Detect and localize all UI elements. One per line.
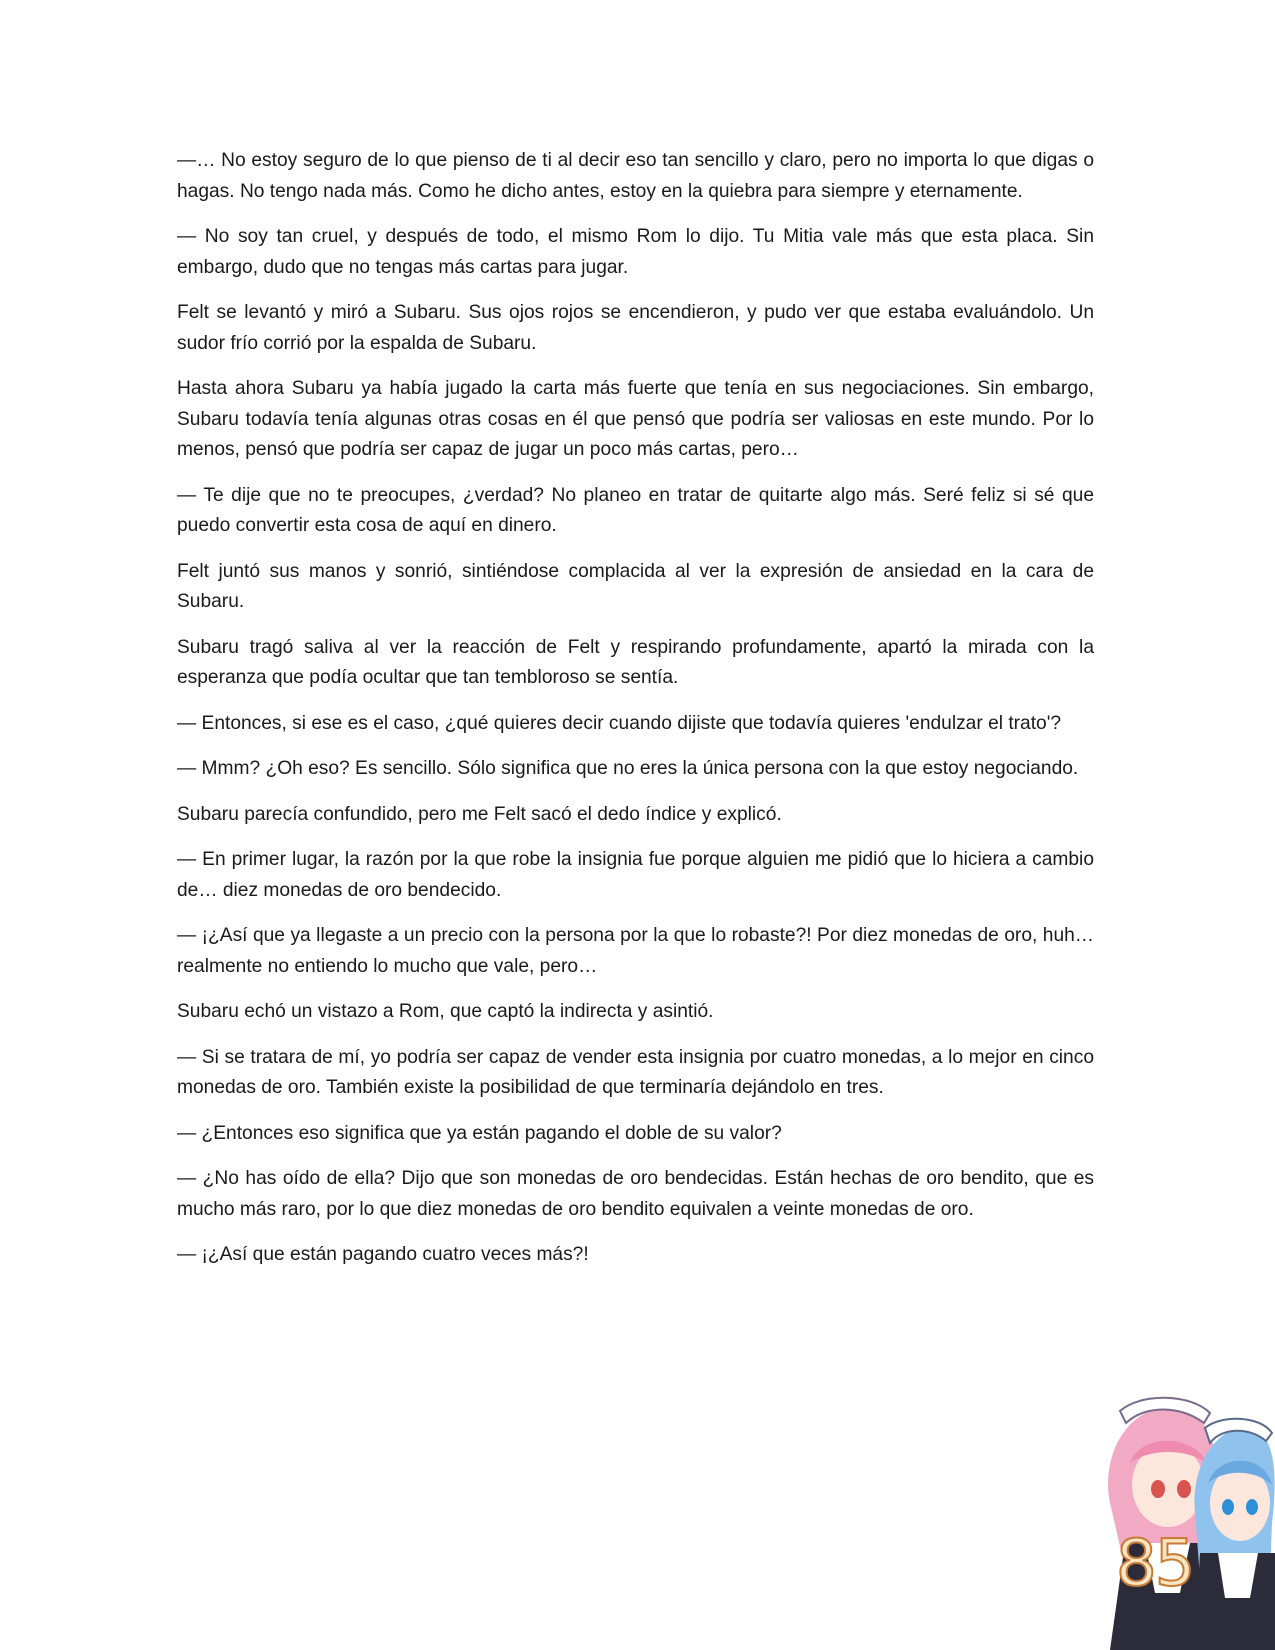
paragraph: — Si se tratara de mí, yo podría ser capaz de vender esta insignia por cuatro monedas, a lo mejor en cinco monedas de oro. También existe la posibilidad de que terminaría dejándolo en tres. (177, 1046, 1094, 1098)
paragraph: — Mmm? ¿Oh eso? Es sencillo. Sólo significa que no eres la única persona con la que estoy negociando. (177, 758, 1079, 779)
paragraph: Subaru parecía confundido, pero me Felt sacó el dedo índice y explicó. (177, 803, 782, 825)
paragraph: — Entonces, si ese es el caso, ¿qué quieres decir cuando dijiste que todavía quieres 'endulzar el trato'? (177, 712, 1062, 734)
page-number: 85 (1116, 1527, 1194, 1601)
body-text (177, 146, 1094, 1286)
paragraph: — No soy tan cruel, y después de todo, el mismo Rom lo dijo. Tu Mitia vale más que esta placa. Sin embargo, dudo que no tengas más cartas para jugar. (177, 226, 1094, 278)
paragraph: — ¿Entonces eso significa que ya están pagando el doble de su valor? (177, 1122, 782, 1144)
paragraph: Subaru tragó saliva al ver la reacción de Felt y respirando profundamente, apartó la mirada con la esperanza que podía ocultar que tan tembloroso se sentía. (177, 636, 1094, 688)
paragraph: — ¡¿Así que están pagando cuatro veces más?! (177, 1244, 589, 1265)
paragraph: Felt juntó sus manos y sonrió, sintiéndose complacida al ver la expresión de ansiedad en la cara de Subaru. (177, 560, 1094, 612)
paragraph: Felt se levantó y miró a Subaru. Sus ojos rojos se encendieron, y pudo ver que estaba evaluándolo. Un sudor frío corrió por la espalda de Subaru. (177, 302, 1094, 354)
paragraph: — Te dije que no te preocupes, ¿verdad? No planeo en tratar de quitarte algo más. Seré feliz si sé que puedo convertir esta cosa de aquí en dinero. (177, 484, 1094, 536)
paragraph: Hasta ahora Subaru ya había jugado la carta más fuerte que tenía en sus negociaciones. Sin embargo, Subaru todavía tenía algunas otras cosas en él que pensó que podría ser valiosas en este mundo. Por lo menos, pensó que podría ser capaz de jugar un poco más cartas, pero… (177, 378, 1094, 460)
paragraph: — ¿No has oído de ella? Dijo que son monedas de oro bendecidas. Están hechas de oro bendito, que es mucho más raro, por lo que diez monedas de oro bendito equivalen a veinte monedas de oro. (177, 1168, 1094, 1220)
anime-twin-maids-icon (1100, 1393, 1275, 1650)
paragraph: Subaru echó un vistazo a Rom, que captó la indirecta y asintió. (177, 1001, 714, 1022)
paragraph: — En primer lugar, la razón por la que robe la insignia fue porque alguien me pidió que lo hiciera a cambio de… diez monedas de oro bendecido. (177, 849, 1094, 901)
paragraph: —… No estoy seguro de lo que pienso de ti al decir eso tan sencillo y claro, pero no importa lo que digas o hagas. No tengo nada más. Como he dicho antes, estoy en la quiebra para siempre y eternamente. (177, 150, 1094, 202)
paragraph: — ¡¿Así que ya llegaste a un precio con la persona por la que lo robaste?! Por diez monedas de oro, huh… realmente no entiendo lo mucho que vale, pero… (177, 925, 1094, 977)
